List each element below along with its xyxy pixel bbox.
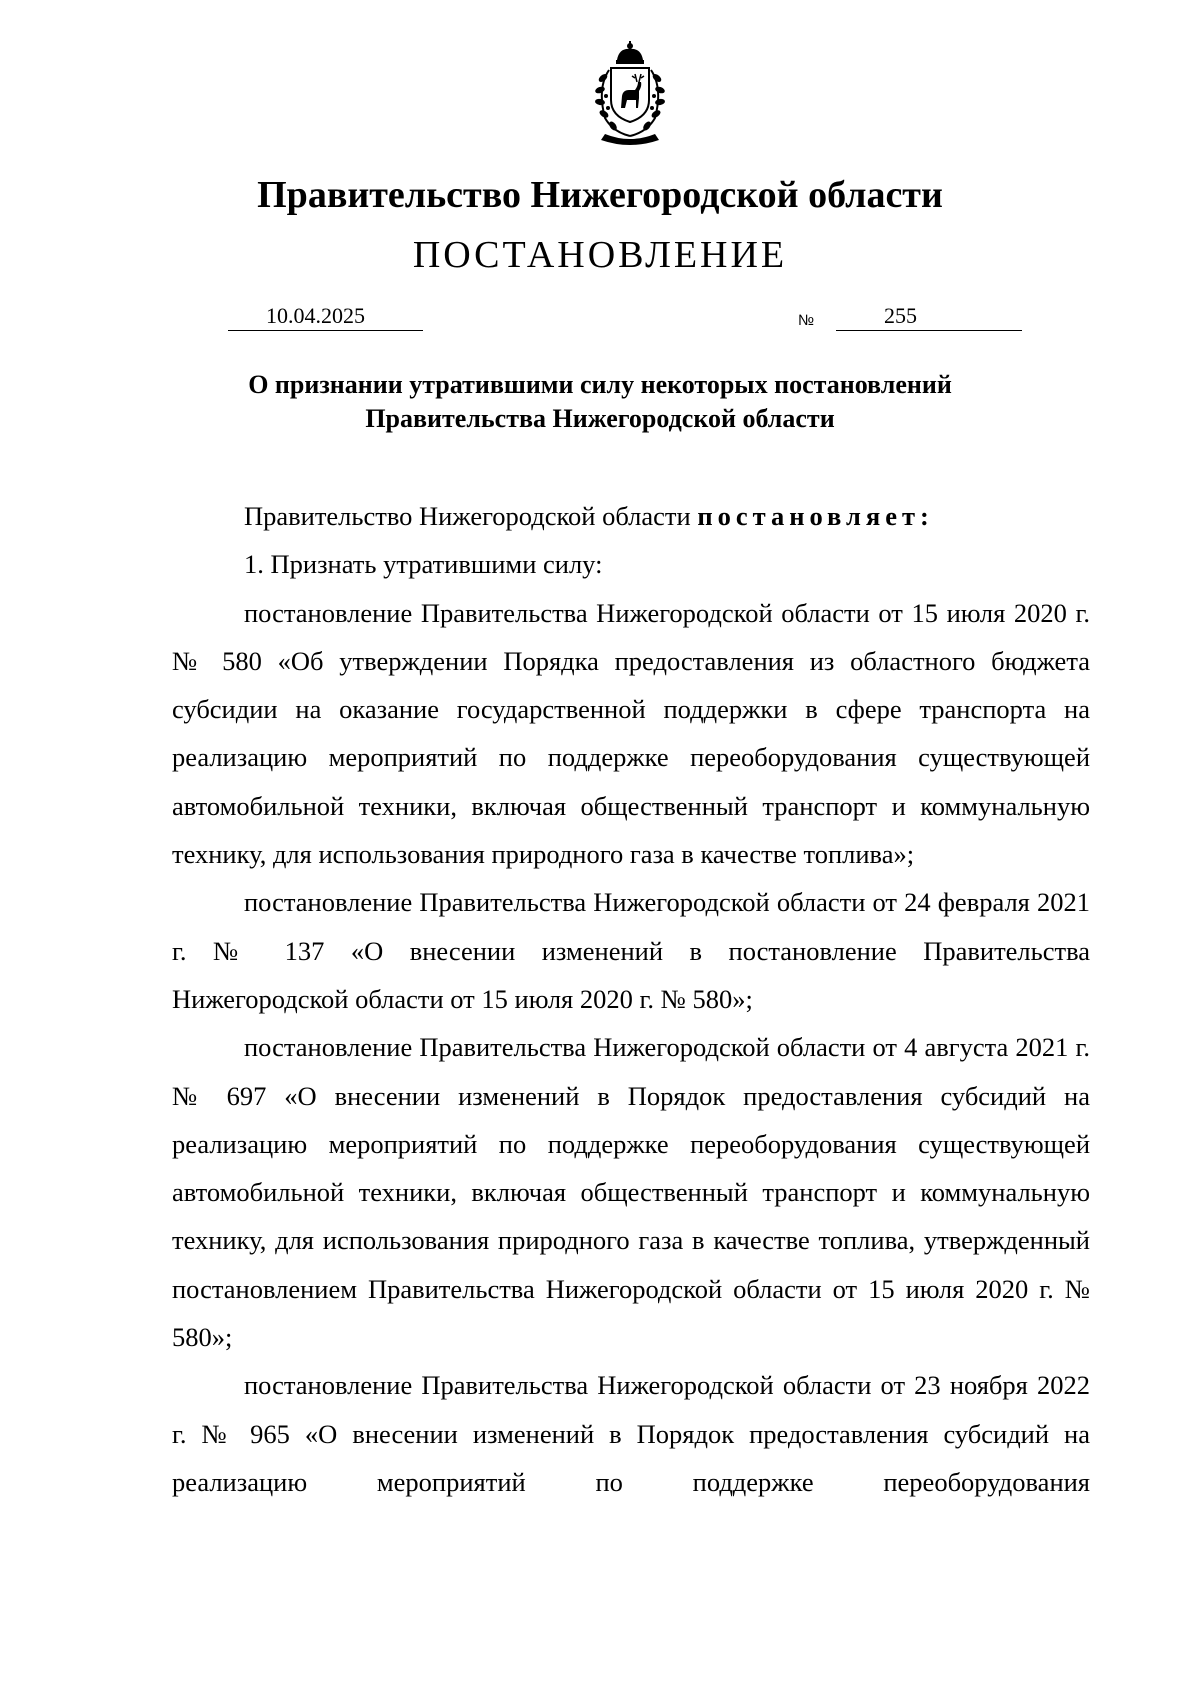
document-number: 255 bbox=[884, 303, 917, 328]
subject-line-1: О признании утратившими силу некоторых постановлений bbox=[248, 370, 952, 399]
list-item: постановление Правительства Нижегородской области от 4 августа 2021 г. № 697 «О внесении изменений в Порядок предоставления субсидий на реализацию мероприятий по поддержке переоборудования существующей автомобильной техники, включая общественный транспорт и коммунальную технику, для использования природного газа в качестве топлива, утвержденный постановлением Правительства Нижегородской области от 15 июля 2020 г. № 580»; bbox=[172, 1032, 1090, 1353]
preamble-subject: Правительство Нижегородской области bbox=[244, 501, 691, 531]
government-title: Правительство Нижегородской области bbox=[257, 174, 943, 216]
date-field bbox=[228, 302, 423, 331]
number-field bbox=[836, 302, 1022, 331]
subject-line-2: Правительства Нижегородской области bbox=[365, 404, 835, 433]
list-item: постановление Правительства Нижегородской области от 24 февраля 2021 г. № 137 «О внесении изменений в постановление Правительства Нижегородской области от 15 июля 2020 г. № 580»; bbox=[172, 887, 1090, 1014]
document-type: ПОСТАНОВЛЕНИЕ bbox=[412, 234, 788, 276]
coat-of-arms-icon bbox=[575, 38, 685, 146]
preamble-action: постановляет: bbox=[697, 501, 934, 531]
number-label: № bbox=[798, 312, 815, 329]
document-subject bbox=[0, 368, 1200, 436]
document-date: 10.04.2025 bbox=[266, 303, 365, 328]
point-1: 1. Признать утратившими силу: bbox=[244, 549, 603, 580]
document-body bbox=[172, 492, 1090, 1506]
list-item: постановление Правительства Нижегородской области от 23 ноября 2022 г. № 965 «О внесении изменений в Порядок предоставления субсидий на реализацию мероприятий по поддержке переоборудования bbox=[172, 1370, 1090, 1497]
list-item: постановление Правительства Нижегородской области от 15 июля 2020 г. № 580 «Об утверждении Порядка предоставления из областного бюджета субсидии на оказание государственной поддержки в сфере транспорта на реализацию мероприятий по поддержке переоборудования существующей автомобильной техники, включая общественный транспорт и коммунальную технику, для использования природного газа в качестве топлива»; bbox=[172, 597, 1090, 870]
preamble bbox=[172, 492, 1090, 540]
